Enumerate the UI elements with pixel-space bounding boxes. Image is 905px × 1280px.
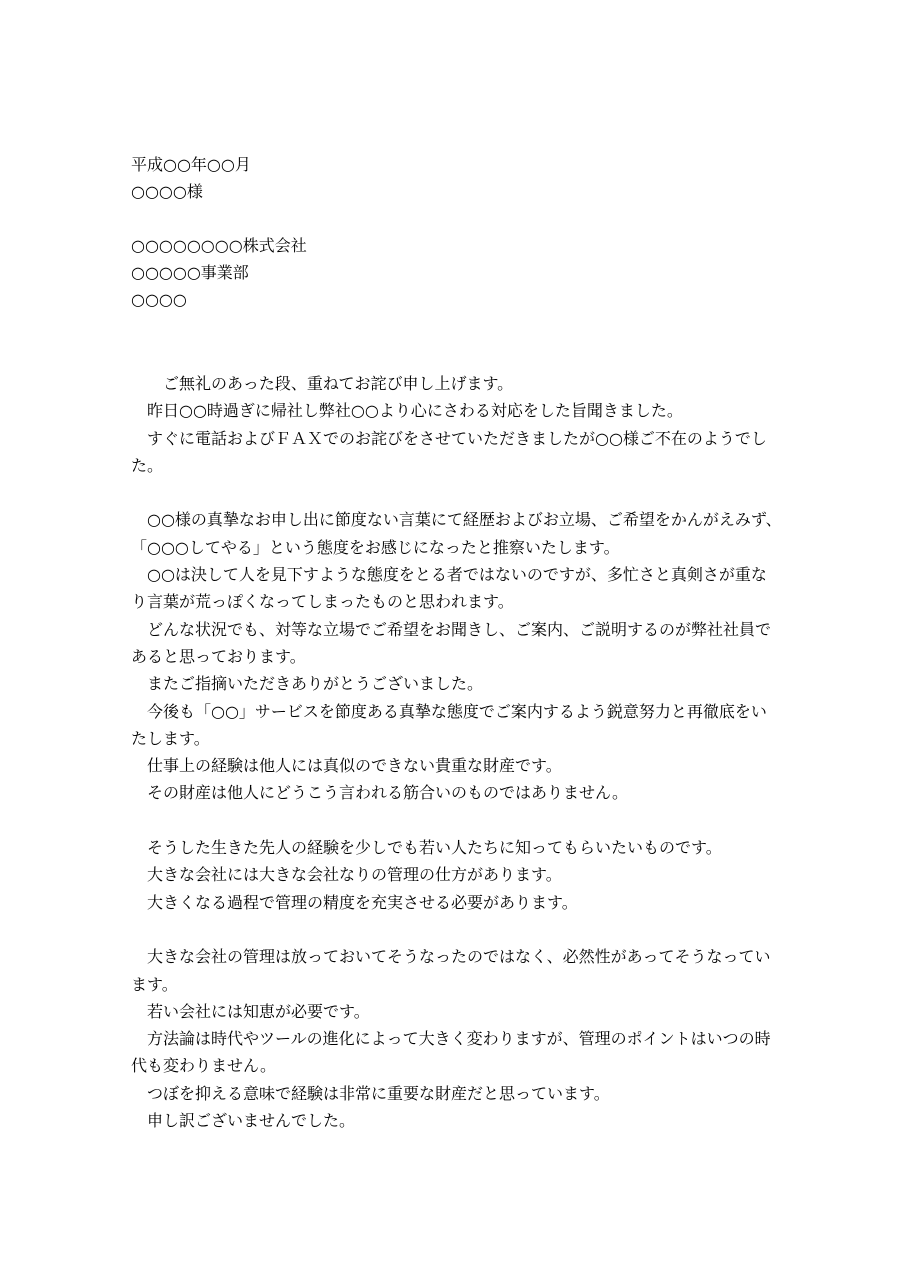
body-line: ます。 <box>131 974 178 994</box>
body-line: またご指摘いただきありがとうございました。 <box>131 674 484 694</box>
sender-name: ○○○○ <box>131 290 187 309</box>
body-line: た。 <box>131 455 164 475</box>
body-line: 大きな会社の管理は放っておいてそうなったのではなく、必然性があってそうなってい <box>131 947 771 967</box>
sender-department: ○○○○○事業部 <box>131 263 249 282</box>
body-line: たします。 <box>131 728 210 748</box>
sender-company: ○○○○○○○○株式会社 <box>131 236 307 255</box>
body-line: ○○は決して人を見下すような態度をとる者ではないのですが、多忙さと真剣さが重な <box>131 565 767 585</box>
letter-header <box>131 151 771 313</box>
body-line: ○○様の真摯なお申し出に節度ない言葉にて経歴およびお立場、ご希望をかんがえみず、 <box>131 510 782 530</box>
body-line: り言葉が荒っぽくなってしまったものと思われます。 <box>131 592 514 612</box>
letter-date: 平成○○年○○月 <box>131 155 251 174</box>
blank-line <box>131 205 771 232</box>
body-line: つぼを抑える意味で経験は非常に重要な財産だと思っています。 <box>131 1083 610 1103</box>
body-line: 大きな会社には大きな会社なりの管理の仕方があります。 <box>131 865 562 885</box>
body-line: 代も変わりません。 <box>131 1056 276 1076</box>
body-line: 昨日○○時過ぎに帰社し弊社○○より心にさわる対応をした旨聞きました。 <box>131 401 683 421</box>
letter-recipient: ○○○○様 <box>131 182 203 201</box>
body-line: その財産は他人にどうこう言われる筋合いのものではありません。 <box>131 783 628 803</box>
body-line: どんな状況でも、対等な立場でご希望をお聞きし、ご案内、ご説明するのが弊社社員で <box>131 619 772 639</box>
body-line: 今後も「○○」サービスを節度ある真摯な態度でご案内するよう鋭意努力と再徹底をい <box>131 701 767 721</box>
body-line: 若い会社には知恵が必要です。 <box>131 1001 370 1021</box>
body-line: 「○○○してやる」という態度をお感じになったと推察いたします。 <box>131 537 620 557</box>
blank-line <box>131 916 781 943</box>
body-line: そうした生きた先人の経験を少しでも若い人たちに知ってもらいたいものです。 <box>131 838 722 858</box>
body-line: あると思っております。 <box>131 646 306 666</box>
body-line: 申し訳ございませんでした。 <box>131 1111 356 1131</box>
body-line: すぐに電話およびＦＡＸでのお詫びをさせていただきましたが○○様ご不在のようでし <box>131 428 767 448</box>
letter-body <box>131 370 781 1134</box>
body-line: 仕事上の経験は他人には真似のできない貴重な財産です。 <box>131 756 562 776</box>
blank-line <box>131 479 781 506</box>
body-line: ご無礼のあった段、重ねてお詫び申し上げます。 <box>131 374 514 393</box>
body-line: 方法論は時代やツールの進化によって大きく変わりますが、管理のポイントはいつの時 <box>131 1029 771 1049</box>
blank-line <box>131 807 781 834</box>
body-line: 大きくなる過程で管理の精度を充実させる必要があります。 <box>131 892 578 912</box>
